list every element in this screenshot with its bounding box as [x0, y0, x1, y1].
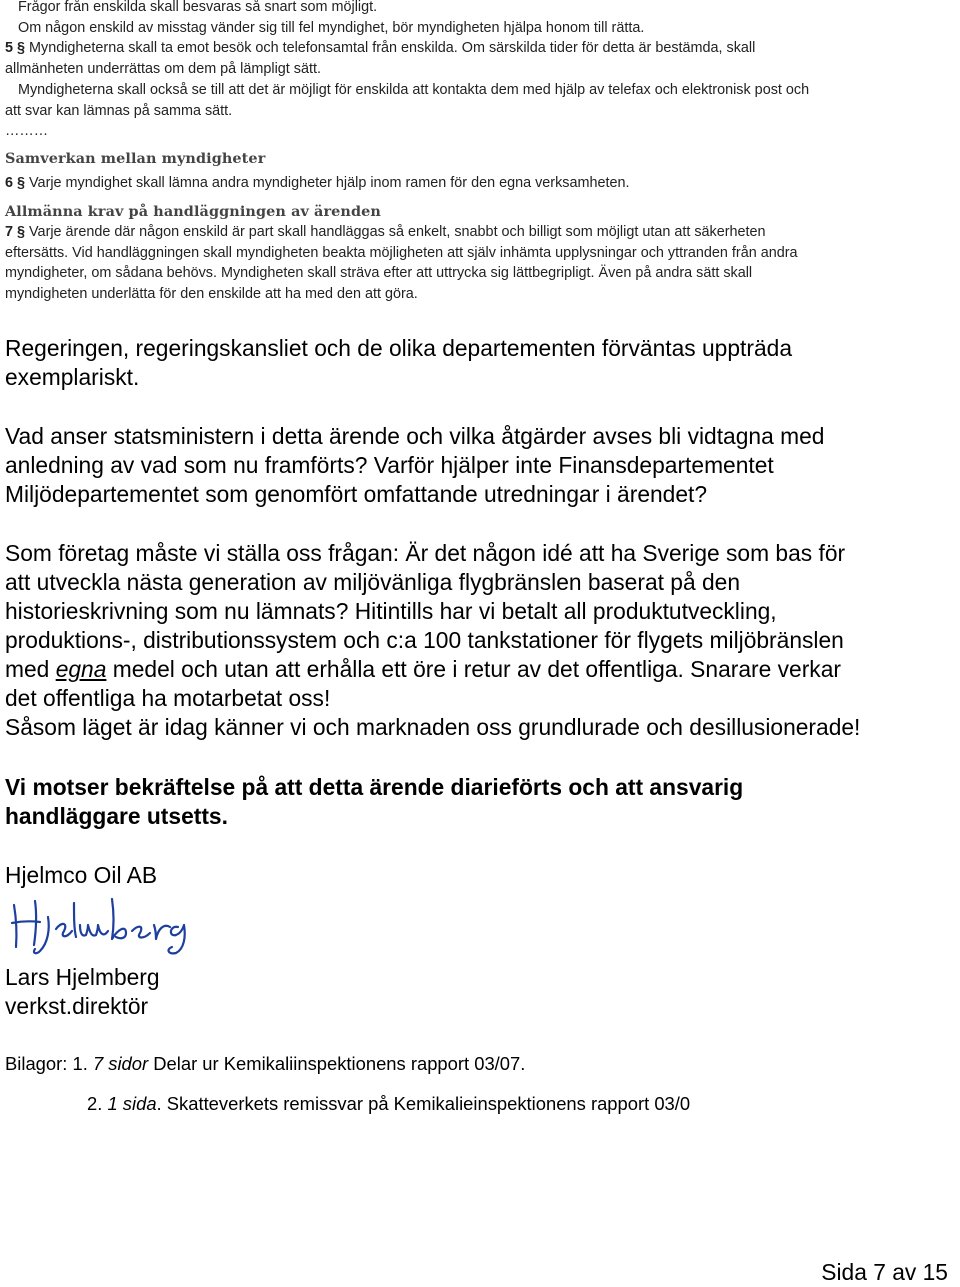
body-para-3-line-2: att utveckla nästa generation av miljövänliga flygbränslen baserat på den — [5, 569, 741, 595]
text-segment: medel och utan att erhålla ett öre i retur av det offentliga. Snarare verkar — [106, 656, 841, 682]
paragraph-6 — [5, 173, 630, 194]
paragraph-7-line-3: myndigheter, om sådana behövs. Myndigheten skall sträva efter att uttrycka sig lättbegripligt. Även på andra sätt skall — [5, 265, 753, 281]
text-segment: med — [5, 656, 56, 682]
attachment-2-pages: 1 sida — [107, 1093, 157, 1114]
excerpt-line-2: Om någon enskild av misstag vänder sig till fel myndighet, bör myndigheten hjälpa honom till rätta. — [18, 20, 645, 36]
request-line-1: Vi motser bekräftelse på att detta ärende diarieförts och att ansvarig — [5, 774, 744, 800]
company-name: Hjelmco Oil AB — [5, 862, 158, 888]
body-para-3-line-5 — [5, 655, 841, 684]
excerpt-line-1: Frågor från enskilda skall besvaras så snart som möjligt. — [18, 0, 378, 15]
attachment-1 — [5, 1052, 525, 1075]
paragraph-5-text: Myndigheterna skall ta emot besök och telefonsamtal från enskilda. Om särskilda tider för detta är bestämda, skall — [25, 40, 756, 56]
body-para-1-line-2: exemplariskt. — [5, 364, 140, 390]
body-para-3-line-4: produktions-, distributionssystem och c:a 100 tankstationer för flygets miljöbränslen — [5, 627, 844, 653]
paragraph-7-line-4: myndigheten underlätta för den enskilde att ha med den att göra. — [5, 286, 418, 302]
body-para-2-line-3: Miljödepartementet som genomfört omfattande utredningar i ärendet? — [5, 481, 708, 507]
signatory-title: verkst.direktör — [5, 993, 149, 1019]
paragraph-5-line-2: allmänheten underrättas om dem på lämpligt sätt. — [5, 61, 321, 77]
paragraph-number: 6 — [5, 175, 14, 191]
body-para-3-line-6: det offentliga ha motarbetat oss! — [5, 685, 331, 711]
section-sign: § — [17, 40, 26, 56]
attachments-label: Bilagor: 1. — [5, 1053, 88, 1074]
emphasis-egna: egna — [55, 656, 107, 682]
attachment-1-text: Delar ur Kemikaliinspektionens rapport 03/07. — [148, 1053, 526, 1074]
handwritten-signature — [8, 895, 198, 957]
heading-allmanna-krav: Allmänna krav på handläggningen av ärenden — [5, 203, 381, 220]
attachment-2 — [87, 1092, 690, 1115]
section-sign: § — [17, 175, 26, 191]
section-sign: § — [17, 224, 26, 240]
body-para-2-line-1: Vad anser statsministern i detta ärende och vilka åtgärder avses bli vidtagna med — [5, 423, 825, 449]
paragraph-7 — [5, 222, 766, 243]
body-para-2-line-2: anledning av vad som nu framförts? Varför hjälper inte Finansdepartementet — [5, 452, 774, 478]
paragraph-7-line-2: eftersätts. Vid handläggningen skall myndigheten beakta möjligheten att själv inhämta upplysningar och yttranden från andra — [5, 245, 798, 261]
body-para-1-line-1: Regeringen, regeringskansliet och de olika departementen förväntas uppträda — [5, 335, 792, 361]
paragraph-number: 5 — [5, 40, 14, 56]
body-para-3-line-7: Såsom läget är idag känner vi och marknaden oss grundlurade och desillusionerade! — [5, 714, 861, 740]
body-para-3-line-1: Som företag måste vi ställa oss frågan: Är det någon idé att ha Sverige som bas för — [5, 540, 846, 566]
signatory-name: Lars Hjelmberg — [5, 964, 160, 990]
signature-image — [8, 895, 198, 957]
page-number: Sida 7 av 15 — [821, 1259, 948, 1285]
paragraph-6-text: Varje myndighet skall lämna andra myndigheter hjälp inom ramen för den egna verksamheten. — [25, 175, 630, 191]
request-line-2: handläggare utsetts. — [5, 803, 228, 829]
attachment-2-number: 2. — [87, 1093, 103, 1114]
paragraph-number: 7 — [5, 224, 14, 240]
ellipsis: ……… — [5, 123, 49, 139]
paragraph-5-cont-2: att svar kan lämnas på samma sätt. — [5, 103, 233, 119]
paragraph-7-text: Varje ärende där någon enskild är part skall handläggas så enkelt, snabbt och billigt som möjligt utan att säkerheten — [25, 224, 766, 240]
paragraph-5-cont-1: Myndigheterna skall också se till att det är möjligt för enskilda att kontakta dem med hjälp av telefax och elektronisk post och — [18, 82, 810, 98]
paragraph-5 — [5, 38, 755, 59]
attachment-1-pages: 7 sidor — [92, 1053, 149, 1074]
heading-samverkan: Samverkan mellan myndigheter — [5, 150, 266, 167]
body-para-3-line-3: historieskrivning som nu lämnats? Hitintills har vi betalt all produktutveckling, — [5, 598, 777, 624]
attachment-2-text: . Skatteverkets remissvar på Kemikalieinspektionens rapport 03/0 — [156, 1093, 691, 1114]
